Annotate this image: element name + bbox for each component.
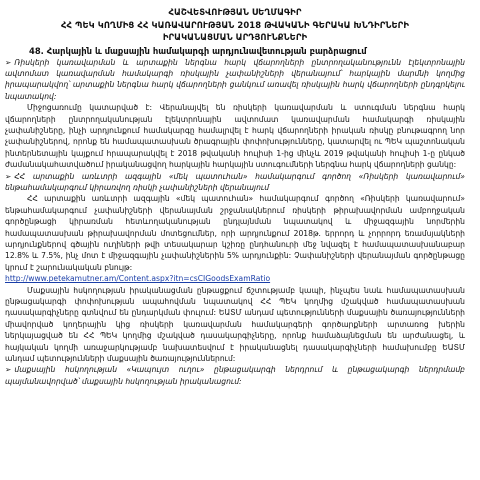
paragraph-2: Միջոցառումը կատարված է: Վերանայվել են ռիսկերի կառավարման և ստուգման ներգնա հարկ վճարողների ընտրողականության էլեկտրոնային ավտոմատ կառավարման համակարգի ռիսկային չափանիշները, ինչի արդյունքում համակարգը համալրվել է հարկ վճարողների իրական ռիսկը բնութագրող նոր չափանիշներով, որոնք են համապատասխան ծրագրային փոփոխությունները, կատարվել ու ՊԵԿ պաշտոնական ինտերնետային կայքում հրապարակվել է 2018 թվականի հուլիսի 1-ից մինչև 2019 թվականի հուլիսի 1-ը ընկած ժամանակահատվածում իրականացվող հարկային հարկային ստուգումների ներգնա հարկ վճարողների ցանկը: (5, 103, 465, 170)
paragraph-3-text: ՀՀ արտաքին առևտրի ազգային «մեկ պատուհան» համակարգում գործող «Ռիսկերի կառավարում» ենթահամակարգում կիրառվող ռիսկի չափանիշների վերանայում (5, 171, 465, 192)
paragraph-5: Մաքսային հսկողության իրականացման ընթացքում ճշտությամբ կապի, ինչպես նաև համապատասխան ընթացակարգի փոփոխության ապահովման նպատակով ՀՀ ՊԵԿ կողմից մշակված համապատասխան դասակարգիչները գտնվում են ընդարկման փուլում: ԵԱՏՄ անդամ պետությունների մաքսային ծառայությունների միավորված կողերային կից ռիսկերի կառավարման համակարգերի գործարքների արտառոց խերին ներկայացված են ՀՀ ՊԵԿ կողմից մշակված դասակարգիչները, որոնք համաձայնեցման են արժանացել, և հայկական կողմի առաջարկությամբ նախատեսվում է իրականացնել դասակարգիչների համախումբը ԵԱՏՄ անդամ պետությունների մաքսային ծառայություններում: (5, 285, 465, 364)
source-link[interactable]: http://www.petekamutner.am/Content.aspx?itn=csCIGoodsExamRatio (5, 274, 271, 284)
header-line-2: ՀՀ ՊԵԿ ԿՈՂՄԻՑ ՀՀ ԿԱՌԱՎԱՐՈՒԹՅԱՆ 2018 ԹՎԱԿԱՆԻ ԳԵՐԱԿԱ ԽՆԴԻՐՆԵՐԻ (60, 19, 410, 30)
header-line-3: ԻՐԱԿԱՆԱՑՄԱՆ ԱՐԴՅՈՒՆՔՆԵՐԻ (162, 32, 308, 42)
paragraph-4: ՀՀ արտաքին առևտրի ազգային «մեկ պատուհան» համակարգում գործող «Ռիսկերի կառավարում» ենթահամակարգում չափանիշների վերանայման շրջանակներում ռիսկերի թիրախավորման ամբողջական գործընթացի կիրառման հետևողականության ընդլայնման նպատակով և միջազգային նորմերին համապատասխան թիրախավորման մոտեցումներ, որի արդյունքում 2018թ. երրորդ և չորրորդ եռամսյակների արդյունքներով գծային ուղիների թվի տեսակարար կշիռը ընդհանուրի մեջ նվազել է համապատասխանաբար 12.8% և 7.5%, ինչ մոտ է միջազգային չափանիշներին 5% արդյունքին: Չափանիշների վերանայման գործընթացը կրում է շարունակական բնույթ: (5, 194, 465, 272)
arrow-bullet-icon: ➢ (5, 171, 12, 181)
paragraph-6-text: մաքսային հսկողության «Կապույտ ուղու» ընթացակարգի ներդրում և ընթացակարգի ներդրմամբ պայմանավորված՝ մաքսային հսկողության իրականացում: (5, 365, 465, 386)
header-line-1: ՀԱՇՎԵՏՎՈՒԹՅԱՆ ՍԵՂՄԱԳԻՐ (168, 7, 302, 17)
arrow-bullet-icon: ➢ (5, 57, 12, 67)
paragraph-6 (5, 364, 465, 387)
paragraph-1 (5, 57, 465, 103)
link-line (5, 273, 465, 284)
paragraph-1-text: Ռիսկերի կառավարման և արտաքին ներգնա հարկ վճարողների ընտրողականությունն էլեկտրոնային ավտոմատ կառավարման համակարգի ռիսկային չափանիշների վերանայում՝ հարկային մարմնի կողմից իրապարակվող՝ արտաքին ներգնա հարկ վճարողների ցանկում առավել ռիսկային հարկ վճարողների ընդգրկելու նպատակով: (5, 57, 465, 101)
section-title: 48. Հարկային և մաքսային համակարգի արդյունավետության բարձրացում (29, 45, 367, 56)
arrow-bullet-icon: ➢ (5, 365, 12, 375)
paragraph-3 (5, 171, 465, 194)
document-header (5, 0, 465, 44)
